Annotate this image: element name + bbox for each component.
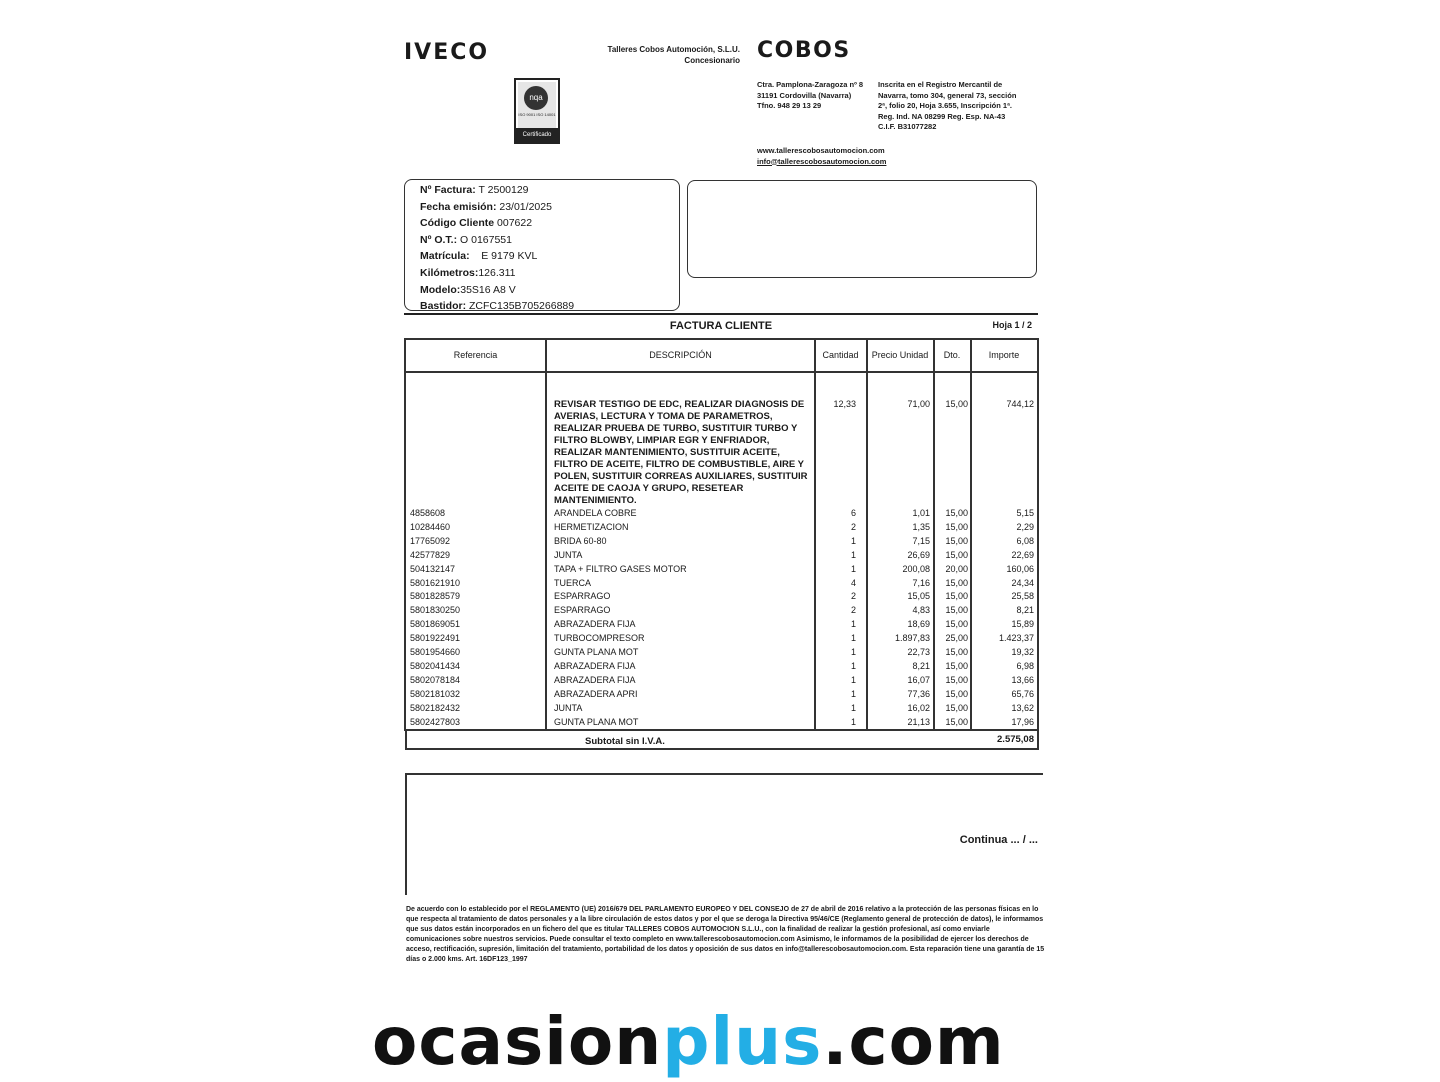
cell-ref: 4858608 [410, 508, 446, 518]
cell-qty: 1 [850, 633, 856, 644]
cell-desc: HERMETIZACION [554, 521, 629, 532]
cell-ref: 5801830250 [410, 605, 461, 616]
cell-price: 1,01 [912, 508, 930, 518]
cell-dto: 15,00 [945, 619, 968, 630]
cell-desc: GUNTA PLANA MOT [554, 716, 639, 727]
cell-desc: ARANDELA COBRE [554, 508, 637, 518]
cell-qty: 1 [850, 716, 856, 727]
field-chassis: Bastidor: ZCFC135B705266889 [420, 300, 575, 313]
cell-amount: 1.423,37 [998, 633, 1034, 644]
labor-price: 71,00 [907, 399, 930, 409]
badge-label: Certificado [516, 128, 558, 142]
cell-qty: 1 [850, 619, 856, 630]
continues-label: Continua ... / ... [959, 834, 1038, 846]
cell-ref: 5801922491 [410, 633, 461, 644]
field-plate: Matrícula: E 9179 KVL [420, 250, 538, 263]
cell-amount: 22,69 [1011, 549, 1034, 560]
labor-qty: 12,33 [833, 399, 856, 409]
company-address: Ctra. Pamplona-Zaragoza nº 8 31191 Cordovilla (Navarra) Tfno. 948 29 13 29 [757, 80, 864, 110]
cell-dto: 15,00 [945, 660, 968, 671]
labor-amount: 744,12 [1006, 399, 1034, 409]
cell-qty: 1 [850, 647, 856, 657]
cell-amount: 13,62 [1011, 702, 1034, 713]
labor-row [404, 399, 1039, 413]
cell-desc: ABRAZADERA FIJA [554, 674, 636, 685]
cell-amount: 6,08 [1016, 535, 1034, 546]
col-header-descripcion: DESCRIPCIÓN [649, 350, 712, 360]
table-row [404, 550, 1039, 564]
cell-price: 16,07 [907, 674, 930, 685]
table-row [404, 689, 1039, 703]
table-row [404, 564, 1039, 578]
cell-price: 77,36 [907, 688, 930, 699]
cell-desc: TURBOCOMPRESOR [554, 633, 645, 644]
cell-desc: ESPARRAGO [554, 605, 611, 616]
brand-part-2: plus [662, 1003, 823, 1080]
table-row [404, 591, 1039, 605]
subtotal-value: 2.575,08 [997, 734, 1034, 745]
cell-qty: 1 [850, 563, 856, 574]
table-row [404, 522, 1039, 536]
cell-dto: 15,00 [945, 549, 968, 560]
cell-ref: 10284460 [410, 521, 451, 532]
cell-qty: 1 [850, 660, 856, 671]
cell-desc: ESPARRAGO [554, 591, 611, 602]
cell-dto: 25,00 [945, 633, 968, 644]
field-client-code: Código Cliente 007622 [420, 217, 533, 230]
cell-ref: 5802427803 [410, 716, 461, 727]
invoice-fields [420, 182, 574, 315]
subtotal-label: Subtotal sin I.V.A. [585, 736, 665, 747]
cell-ref: 5802181032 [410, 688, 461, 699]
cell-desc: JUNTA [554, 702, 583, 713]
cell-price: 200,08 [902, 563, 930, 574]
cell-amount: 17,96 [1011, 716, 1034, 727]
table-row [404, 717, 1039, 731]
cell-dto: 15,00 [945, 647, 968, 657]
cell-dto: 15,00 [945, 508, 968, 518]
table-row [404, 647, 1039, 661]
col-header-referencia: Referencia [453, 350, 498, 360]
table-row [404, 633, 1039, 647]
cell-amount: 5,15 [1016, 508, 1034, 518]
table-row [404, 578, 1039, 592]
iveco-logo: IVECO [404, 40, 490, 65]
col-header-cantidad: Cantidad [822, 350, 859, 360]
company-contact [757, 146, 886, 167]
labor-description: REVISAR TESTIGO DE EDC, REALIZAR DIAGNOSIS DE AVERIAS, LECTURA Y TOMA DE PARAMETROS, REALIZAR PRUEBA DE TURBO, SUSTITUIR TURBO Y FILTRO BLOWBY, LIMPIAR EGR Y ENFRIADOR, REALIZAR MANTENIMIENTO, SUSTITUIR ACEITE, FILTRO DE ACEITE, FILTRO DE COMBUSTIBLE, AIRE Y POLEN, SUSTITUIR CORREAS AUXILIARES, SUSTITUIR ACEITE DE CAOJA Y GRUPO, RESETEAR MANTENIMIENTO. [554, 399, 808, 506]
cell-price: 21,13 [907, 716, 930, 727]
customer-address-box [687, 180, 1037, 278]
cell-dto: 15,00 [945, 577, 968, 588]
cell-dto: 15,00 [945, 521, 968, 532]
cell-qty: 1 [850, 674, 856, 685]
cell-dto: 15,00 [945, 716, 968, 727]
cell-amount: 19,32 [1011, 647, 1034, 657]
table-row [404, 605, 1039, 619]
cell-dto: 15,00 [945, 535, 968, 546]
cell-price: 22,73 [907, 647, 930, 657]
cell-qty: 1 [850, 688, 856, 699]
cell-desc: BRIDA 60-80 [554, 535, 607, 546]
cell-price: 26,69 [907, 549, 930, 560]
dealer-name [560, 44, 740, 66]
cell-dto: 15,00 [945, 702, 968, 713]
cell-desc: TAPA + FILTRO GASES MOTOR [554, 563, 687, 574]
cell-price: 7,15 [912, 535, 930, 546]
cell-desc: ABRAZADERA FIJA [554, 660, 636, 671]
cell-price: 4,83 [912, 605, 930, 616]
cell-ref: 42577829 [410, 549, 451, 560]
cell-price: 8,21 [912, 660, 930, 671]
cell-price: 16,02 [907, 702, 930, 713]
cell-price: 15,05 [907, 591, 930, 602]
cell-qty: 2 [850, 605, 856, 616]
certification-badge [514, 78, 560, 144]
field-invoice-number: Nº Factura: T 2500129 [420, 184, 529, 196]
cell-dto: 15,00 [945, 688, 968, 699]
field-issue-date: Fecha emisión: 23/01/2025 [420, 200, 552, 213]
cell-ref: 5801954660 [410, 647, 461, 657]
cell-qty: 2 [850, 521, 856, 532]
cell-amount: 2,29 [1016, 521, 1034, 532]
cell-qty: 1 [850, 535, 856, 546]
cell-amount: 6,98 [1016, 660, 1034, 671]
dealer-role-line: Concesionario [684, 56, 740, 65]
cell-amount: 65,76 [1011, 688, 1034, 699]
cell-qty: 1 [850, 549, 856, 560]
cell-desc: TUERCA [554, 577, 592, 588]
cell-qty: 4 [850, 577, 856, 588]
labor-dto: 15,00 [945, 399, 968, 409]
cell-price: 1.897,83 [894, 633, 930, 644]
brand-part-3: .com [822, 1003, 1005, 1080]
cell-qty: 1 [850, 702, 856, 713]
col-header-precio: Precio Unidad [871, 350, 929, 360]
cell-dto: 15,00 [945, 674, 968, 685]
cell-ref: 504132147 [410, 563, 456, 574]
table-row [404, 661, 1039, 675]
cell-desc: JUNTA [554, 549, 583, 560]
cell-desc: ABRAZADERA APRI [554, 688, 638, 699]
document-title: FACTURA CLIENTE [669, 320, 773, 332]
company-registry: Inscrita en el Registro Mercantil de Navarra, tomo 304, general 73, sección 2ª, folio 20, Hoja 3.655, Inscripción 1ª. Reg. Ind. NA 08299 Reg. Esp. NA-43 C.I.F. B31077282 [878, 80, 1017, 131]
cell-dto: 15,00 [945, 591, 968, 602]
cell-ref: 5802041434 [410, 660, 461, 671]
cell-amount: 160,06 [1006, 563, 1034, 574]
cell-ref: 5801621910 [410, 577, 461, 588]
cell-ref: 5801828579 [410, 591, 461, 602]
brand-part-1: ocasion [372, 1003, 663, 1080]
table-row [404, 703, 1039, 717]
cell-amount: 15,89 [1011, 619, 1034, 630]
cell-ref: 5802182432 [410, 702, 461, 713]
cell-qty: 6 [850, 508, 856, 518]
field-km: Kilómetros:126.311 [420, 266, 516, 279]
table-header-divider [404, 371, 1039, 373]
table-row [404, 675, 1039, 689]
cell-desc: ABRAZADERA FIJA [554, 619, 636, 630]
cell-ref: 5801869051 [410, 619, 461, 630]
page-number: Hoja 1 / 2 [992, 320, 1032, 330]
field-model: Modelo:35S16 A8 V [420, 283, 516, 296]
cell-desc: GUNTA PLANA MOT [554, 647, 639, 657]
cell-ref: 5802078184 [410, 674, 461, 685]
table-row [404, 508, 1039, 522]
cell-price: 7,16 [912, 577, 930, 588]
cell-price: 1,35 [912, 521, 930, 532]
ocasionplus-watermark [372, 1002, 1005, 1082]
cell-ref: 17765092 [410, 535, 451, 546]
cell-amount: 13,66 [1011, 674, 1034, 685]
col-header-importe: Importe [988, 350, 1020, 360]
company-website[interactable]: www.tallerescobosautomocion.com [757, 146, 885, 155]
legal-notice: De acuerdo con lo establecido por el REGLAMENTO (UE) 2016/679 DEL PARLAMENTO EUROPEO Y DEL CONSEJO de 27 de abril de 2016 relativo a la protección de las personas físicas en lo que respecta al tratamiento de datos personales y a la libre circulación de estos datos y por el que se deroga la Directiva 95/46/CE (Reglamento general de protección de datos), le informamos que sus datos están incorporados en un fichero del que es titular TALLERES COBOS AUTOMOCION S.L.U., con la finalidad de realizar la gestión profesional, así como enviarle comunicaciones sobre nuestros servicios. Puede consultar el texto completo en www.tallerescobosautomocion.com Asimismo, le informamos de la posibilidad de ejercer los derechos de acceso, rectificación, supresión, limitación del tratamiento, portabilidad de los datos y oposición de sus datos en info@tallerescobosautomocion.com. Esta reparación tiene una garantía de 15 días o 2.000 kms. Art. 16DF123_1997 [406, 906, 1045, 963]
cell-qty: 2 [850, 591, 856, 602]
cobos-logo: COBOS [757, 38, 851, 63]
subtotal-box [405, 731, 1039, 750]
company-email[interactable]: info@tallerescobosautomocion.com [757, 156, 887, 166]
cell-amount: 8,21 [1016, 605, 1034, 616]
cell-amount: 24,34 [1011, 577, 1034, 588]
cell-price: 18,69 [907, 619, 930, 630]
badge-iso-text: ISO 9001 ISO 14001 [518, 112, 556, 117]
cell-dto: 15,00 [945, 605, 968, 616]
cell-amount: 25,58 [1011, 591, 1034, 602]
field-work-order: Nº O.T.: O 0167551 [420, 233, 512, 246]
cell-dto: 20,00 [945, 563, 968, 574]
table-row [404, 619, 1039, 633]
nqa-logo-icon: nqa [524, 86, 548, 110]
table-row [404, 536, 1039, 550]
dealer-name-line: Talleres Cobos Automoción, S.L.U. [607, 45, 740, 54]
divider [404, 313, 1038, 315]
col-header-dto: Dto. [943, 350, 961, 360]
